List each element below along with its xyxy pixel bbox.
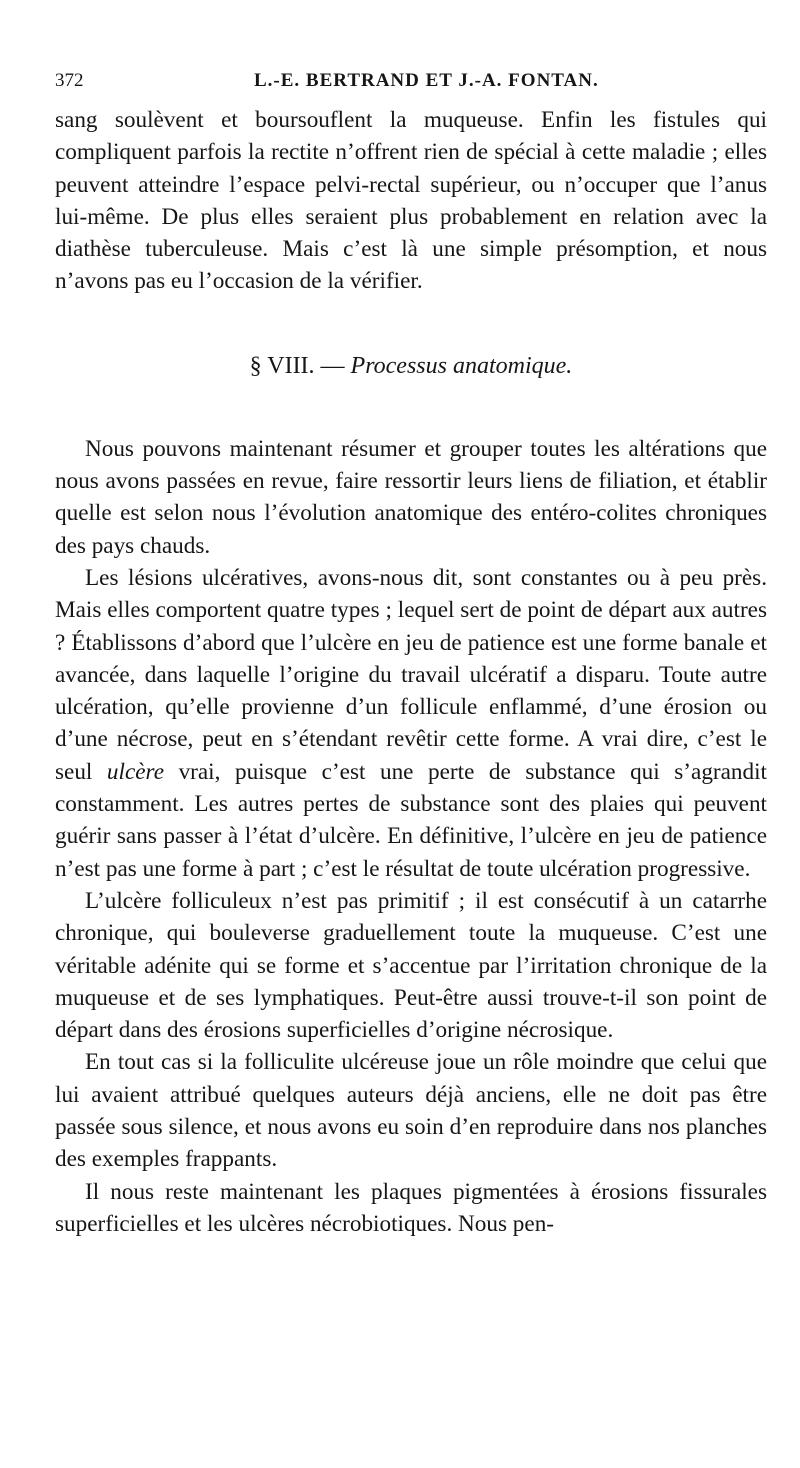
paragraph-3: L’ulcère folliculeux n’est pas primitif ; il est consécutif à un catarrhe chronique, qui bouleverse graduellement toute la muqueuse. C’est une véritable adénite qui se forme et s’accentue par l’irritation chronique de la muqueuse et de ses lymphatiques. Peut-être aussi trouve-t-il son point de départ dans des érosions superficielles d’origine nécrosique. xyxy=(55,887,767,1044)
paragraph-2-tail: Les autres pertes de substance sont des plaies qui peuvent guérir sans passer à l’état d’ulcère. En définitive, l’ulcère en jeu de patience n’est pas une forme à part ; c’est le résultat de toute ulcération progressive. xyxy=(55,791,768,882)
section-title: Processus anatomique. xyxy=(350,352,573,379)
opening-paragraph: sang soulèvent et boursouflent la muqueuse. Enfin les fistules qui compliquent parfois la rectite n’offrent rien de spécial à cette maladie ; elles peuvent atteindre l’espace pelvi-rectal supérieur, ou n’occuper que l’anus lui-même. De plus elles seraient plus probablement en relation avec la diathèse tuberculeuse. Mais c’est là une simple présomption, et nous n’avons pas eu l’occasion de la vérifier. xyxy=(55,107,767,295)
section-number: § VIII. — xyxy=(249,352,345,379)
paragraph-2 xyxy=(55,562,767,885)
paragraph-4: En tout cas si la folliculite ulcéreuse joue un rôle moindre que celui que lui avaient attribué quelques auteurs déjà anciens, elle ne doit pas être passée sous silence, et nous avons eu soin d’en reproduire dans nos planches des exemples frappants. xyxy=(55,1049,767,1173)
page xyxy=(55,70,767,1240)
section-heading xyxy=(55,350,767,382)
paragraph-2-text: Les lésions ulcératives, avons-nous dit, sont constantes ou à peu près. Mais elles comportent quatre types ; lequel sert de point de départ aux autres ? Établissons d’abord que l’ulcère en jeu de patience est une forme banale et avancée, dans laquelle l’origine du travail ulcératif a disparu. Toute autre ulcération, qu’elle provienne d’un follicule enflammé, d’une érosion ou d’une nécrose, peut en s’étendant revêtir cette forme. A vrai dire, c’est le seul xyxy=(55,564,767,785)
paragraph-2-continuation: vrai, puisque c’est une perte de substance qui s’agrandit constamment. xyxy=(55,758,767,818)
page-number: 372 xyxy=(55,70,84,91)
paragraph-2-italic-word: ulcère xyxy=(106,758,164,785)
running-head xyxy=(55,70,767,104)
body-text xyxy=(55,104,767,1240)
running-head-authors: L.-E. BERTRAND ET J.-A. FONTAN. xyxy=(254,70,599,91)
paragraph-1: Nous pouvons maintenant résumer et grouper toutes les altérations que nous avons passées en revue, faire ressortir leurs liens de filiation, et établir quelle est selon nous l’évolution anatomique des entéro-colites chroniques des pays chauds. xyxy=(55,435,767,559)
paragraph-5: Il nous reste maintenant les plaques pigmentées à érosions fissurales superficielles et les ulcères nécrobiotiques. Nous pen- xyxy=(55,1178,767,1237)
